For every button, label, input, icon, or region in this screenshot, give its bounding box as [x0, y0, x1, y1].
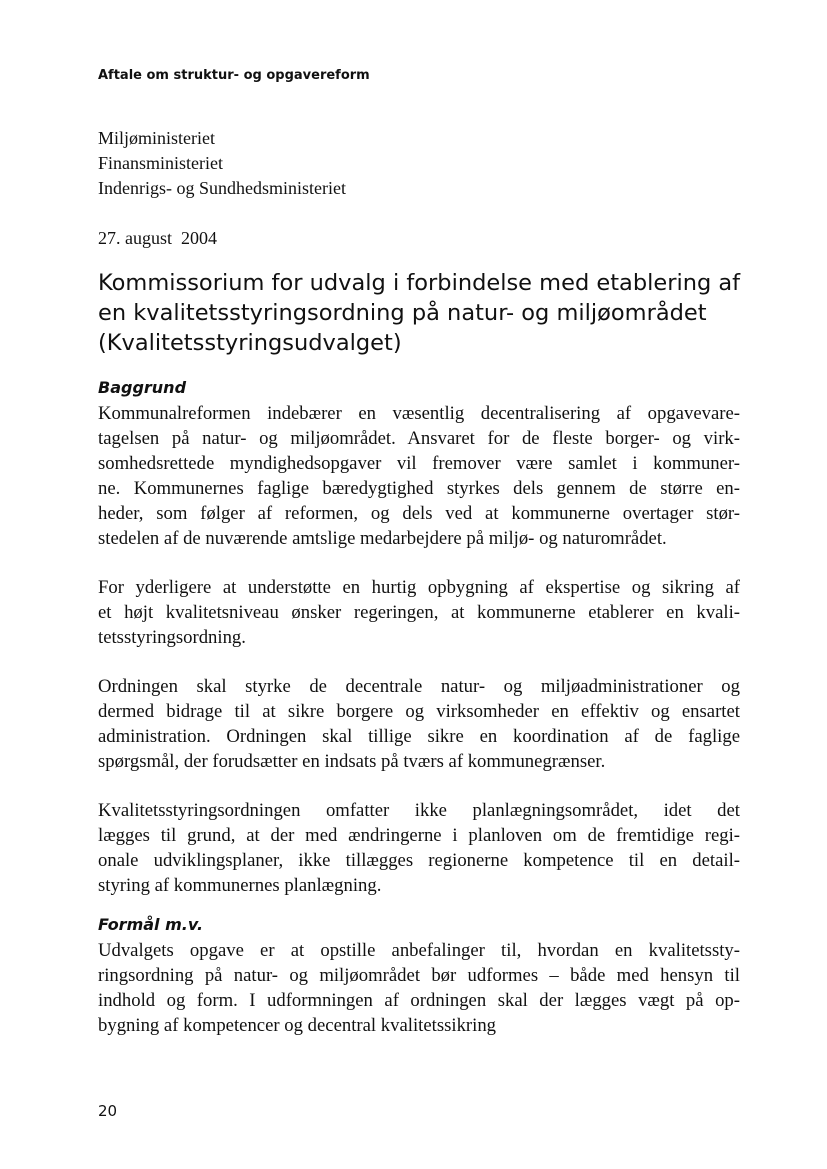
text-line: Ordningen skal styrke de decentrale natur- og miljøadministrationer og [98, 676, 740, 697]
running-header: Aftale om struktur- og opgavereform [98, 68, 370, 83]
page-number: 20 [98, 1102, 118, 1120]
section-baggrund [98, 378, 740, 898]
document-date: 27. august 2004 [98, 228, 217, 248]
page-title [98, 268, 748, 358]
title-line: Kommissorium for udvalg i forbindelse med etablering af [98, 270, 741, 296]
paragraph [98, 575, 740, 650]
text-line: bygning af kompetencer og decentral kvalitetssikring [98, 1015, 497, 1036]
title-line: en kvalitetsstyringsordning på natur- og miljøområdet [98, 300, 707, 326]
title-line: (Kvalitetsstyringsudvalget) [98, 330, 402, 356]
text-line: Kvalitetsstyringsordningen omfatter ikke planlægningsområdet, idet det [98, 800, 740, 821]
paragraph [98, 674, 740, 774]
paragraph [98, 401, 740, 551]
paragraph [98, 938, 740, 1038]
text-line: styring af kommunernes planlægning. [98, 875, 382, 896]
sender-line: Miljøministeriet [98, 128, 215, 148]
text-line: Udvalgets opgave er at opstille anbefalinger til, hvordan en kvalitetssty- [98, 940, 740, 961]
text-line: administration. Ordningen skal tillige sikre en koordination af de faglige [98, 726, 740, 747]
sender-list [98, 126, 346, 201]
text-line: somhedsrettede myndighedsopgaver vil fremover være samlet i kommuner- [98, 453, 740, 474]
sender-line: Indenrigs- og Sundhedsministeriet [98, 178, 346, 198]
text-line: tetsstyringsordning. [98, 627, 246, 648]
text-line: lægges til grund, at der med ændringerne i planloven om de fremtidige regi- [98, 825, 740, 846]
text-line: indhold og form. I udformningen af ordningen skal der lægges vægt på op- [98, 990, 740, 1011]
text-line: dermed bidrage til at sikre borgere og virksomheder en effektiv og ensartet [98, 701, 740, 722]
text-line: spørgsmål, der forudsætter en indsats på tværs af kommunegrænser. [98, 751, 606, 772]
text-line: onale udviklingsplaner, ikke tillægges regionerne kompetence til en detail- [98, 850, 740, 871]
section-heading-formaal: Formål m.v. [98, 915, 204, 934]
text-line: For yderligere at understøtte en hurtig opbygning af ekspertise og sikring af [98, 577, 740, 598]
text-line: Kommunalreformen indebærer en væsentlig decentralisering af opgavevare- [98, 403, 740, 424]
text-line: ne. Kommunernes faglige bæredygtighed styrkes dels gennem de større en- [98, 478, 740, 499]
section-heading-baggrund: Baggrund [98, 378, 187, 397]
text-line: heder, som følger af reformen, og dels ved at kommunerne overtager stør- [98, 503, 740, 524]
sender-line: Finansministeriet [98, 153, 223, 173]
text-line: tagelsen på natur- og miljøområdet. Ansvaret for de fleste borger- og virk- [98, 428, 740, 449]
text-line: ringsordning på natur- og miljøområdet bør udformes – både med hensyn til [98, 965, 740, 986]
section-formaal [98, 915, 740, 1038]
text-line: et højt kvalitetsniveau ønsker regeringen, at kommunerne etablerer en kvali- [98, 602, 740, 623]
text-line: stedelen af de nuværende amtslige medarbejdere på miljø- og naturområdet. [98, 528, 667, 549]
paragraph [98, 798, 740, 898]
